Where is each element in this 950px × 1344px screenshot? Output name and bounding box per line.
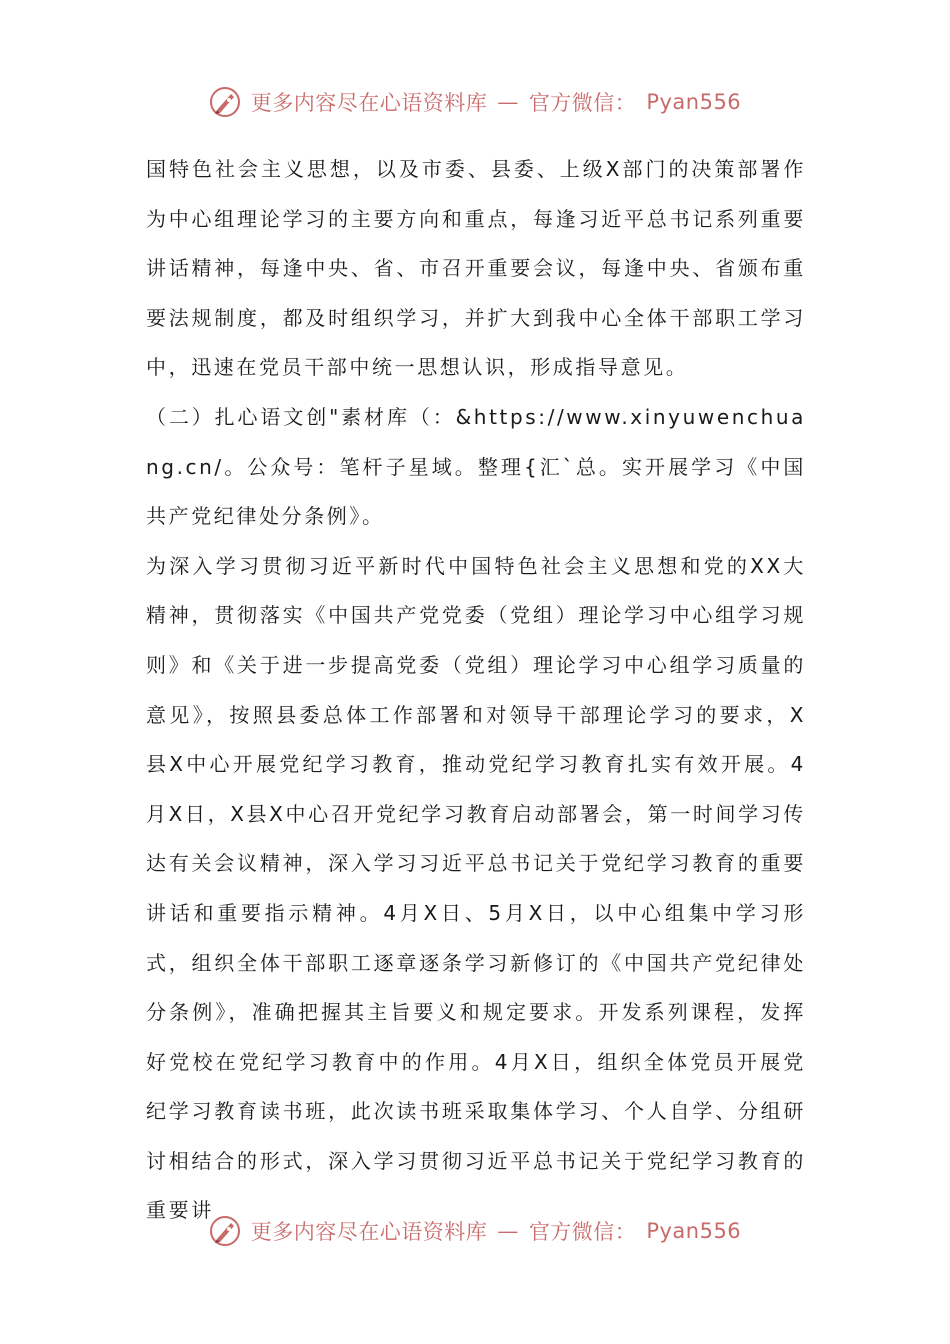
paragraph-3: 为深入学习贯彻习近平新时代中国特色社会主义思想和党的XX大精神，贯彻落实《中国共产党党委（党组）理论学习中心组学习规则》和《关于进一步提高党委（党组）理论学习中心组学习质量的意见》，按照县委总体工作部署和对领导干部理论学习的要求，X县X中心开展党纪学习教育，推动党纪学习教育扎实有效开展。4月X日，X县X中心召开党纪学习教育启动部署会，第一时间学习传达有关会议精神，深入学习习近平总书记关于党纪学习教育的重要讲话和重要指示精神。4月X日、5月X日，以中心组集中学习形式，组织全体干部职工逐章逐条学习新修订的《中国共产党纪律处分条例》，准确把握其主旨要义和规定要求。开发系列课程，发挥好党校在党纪学习教育中的作用。4月X日，组织全体党员开展党纪学习教育读书班，此次读书班采取集体学习、个人自学、分组研讨相结合的形式，深入学习贯彻习近平总书记关于党纪学习教育的重要讲 [146, 553, 806, 1223]
banner-title: 更多内容尽在心语资料库 [250, 91, 488, 115]
footer-banner [0, 1211, 950, 1251]
banner-wechat-id: Pyan556 [646, 1219, 742, 1243]
paragraph-1: 国特色社会主义思想，以及市委、县委、上级X部门的决策部署作为中心组理论学习的主要方向和重点，每逢习近平总书记系列重要讲话精神，每逢中央、省、市召开重要会议，每逢中央、省颁布重要法规制度，都及时组织学习，并扩大到我中心全体干部职工学习中，迅速在党员干部中统一思想认识，形成指导意见。 [146, 157, 806, 380]
banner-title: 更多内容尽在心语资料库 [250, 1220, 488, 1244]
banner-separator: — [497, 90, 519, 114]
paragraph-2: （二）扎心语文创"素材库（：&https://www.xinyuwenchuang.cn/。公众号：笔杆子星域。整理{汇`总。实开展学习《中国共产党纪律处分条例》。 [146, 404, 806, 529]
header-banner [0, 82, 950, 122]
pen-logo-icon [209, 86, 241, 118]
pen-logo-icon [209, 1215, 241, 1247]
banner-wechat-label: 官方微信： [528, 1220, 637, 1244]
document-body [146, 145, 806, 1236]
banner-wechat-label: 官方微信： [528, 91, 637, 115]
banner-separator: — [497, 1219, 519, 1243]
banner-wechat-id: Pyan556 [646, 90, 742, 114]
